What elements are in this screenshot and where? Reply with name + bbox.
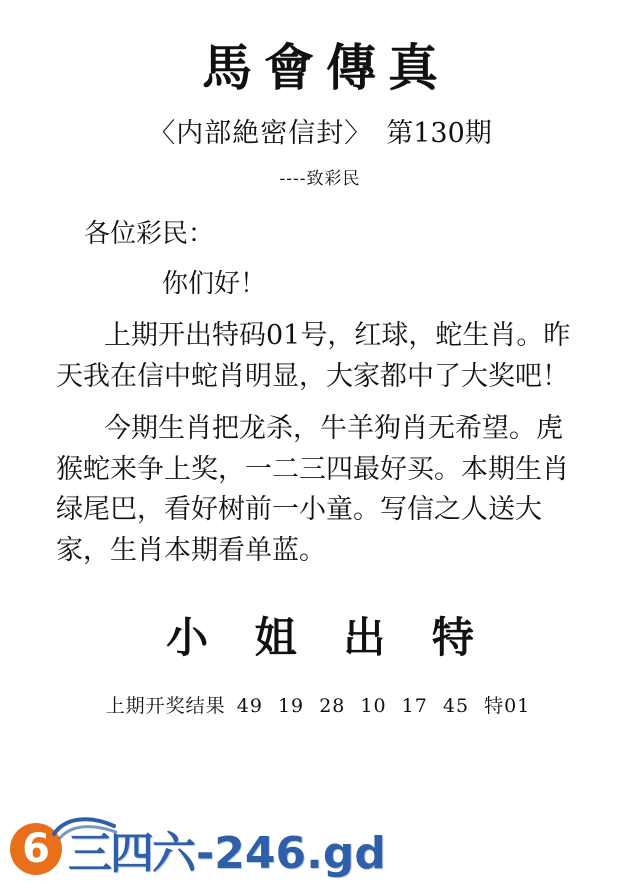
result-number: 45: [442, 695, 470, 718]
page-title: 馬會傳真: [202, 38, 450, 97]
addressed-to-note: ----致彩民: [279, 169, 361, 189]
greeting: 你们好！: [162, 268, 267, 299]
paragraph-2: 今期生肖把龙杀，牛羊狗肖无希望。虎猴蛇来争上奖，一二三四最好买。本期生肖绿尾巴，看好树前一小童。写信之人送大家，生肖本期看单蓝。: [56, 413, 569, 566]
subtitle-bracket-text: 〈内部絶密信封〉: [148, 118, 373, 149]
result-number: 17: [401, 695, 428, 718]
previous-results-line: [0, 691, 640, 718]
results-label: 上期开奖结果: [105, 695, 226, 718]
result-number: 19: [277, 695, 305, 718]
logo-wordmark: [68, 817, 386, 881]
site-watermark: [0, 814, 640, 884]
paragraph-1: 上期开出特码01号，红球，蛇生肖。昨天我在信中蛇肖明显，大家都中了大奖吧！: [56, 320, 571, 392]
result-number: 28: [319, 695, 346, 718]
salutation: 各位彩民：: [84, 219, 215, 249]
letter-body: [56, 215, 584, 571]
logo-circle-icon: 6: [10, 823, 62, 875]
special-number: 特01: [484, 695, 531, 718]
slogan-text: 小 姐 出 特: [166, 613, 490, 663]
issue-number: 第130期: [386, 118, 492, 149]
logo-cn-text: 三四六: [68, 828, 194, 879]
result-number: 10: [360, 695, 387, 718]
logo-domain-text: -246.gd: [196, 828, 386, 879]
document-page: [0, 40, 640, 892]
subtitle-line: [0, 111, 640, 150]
result-number: 49: [236, 695, 263, 718]
